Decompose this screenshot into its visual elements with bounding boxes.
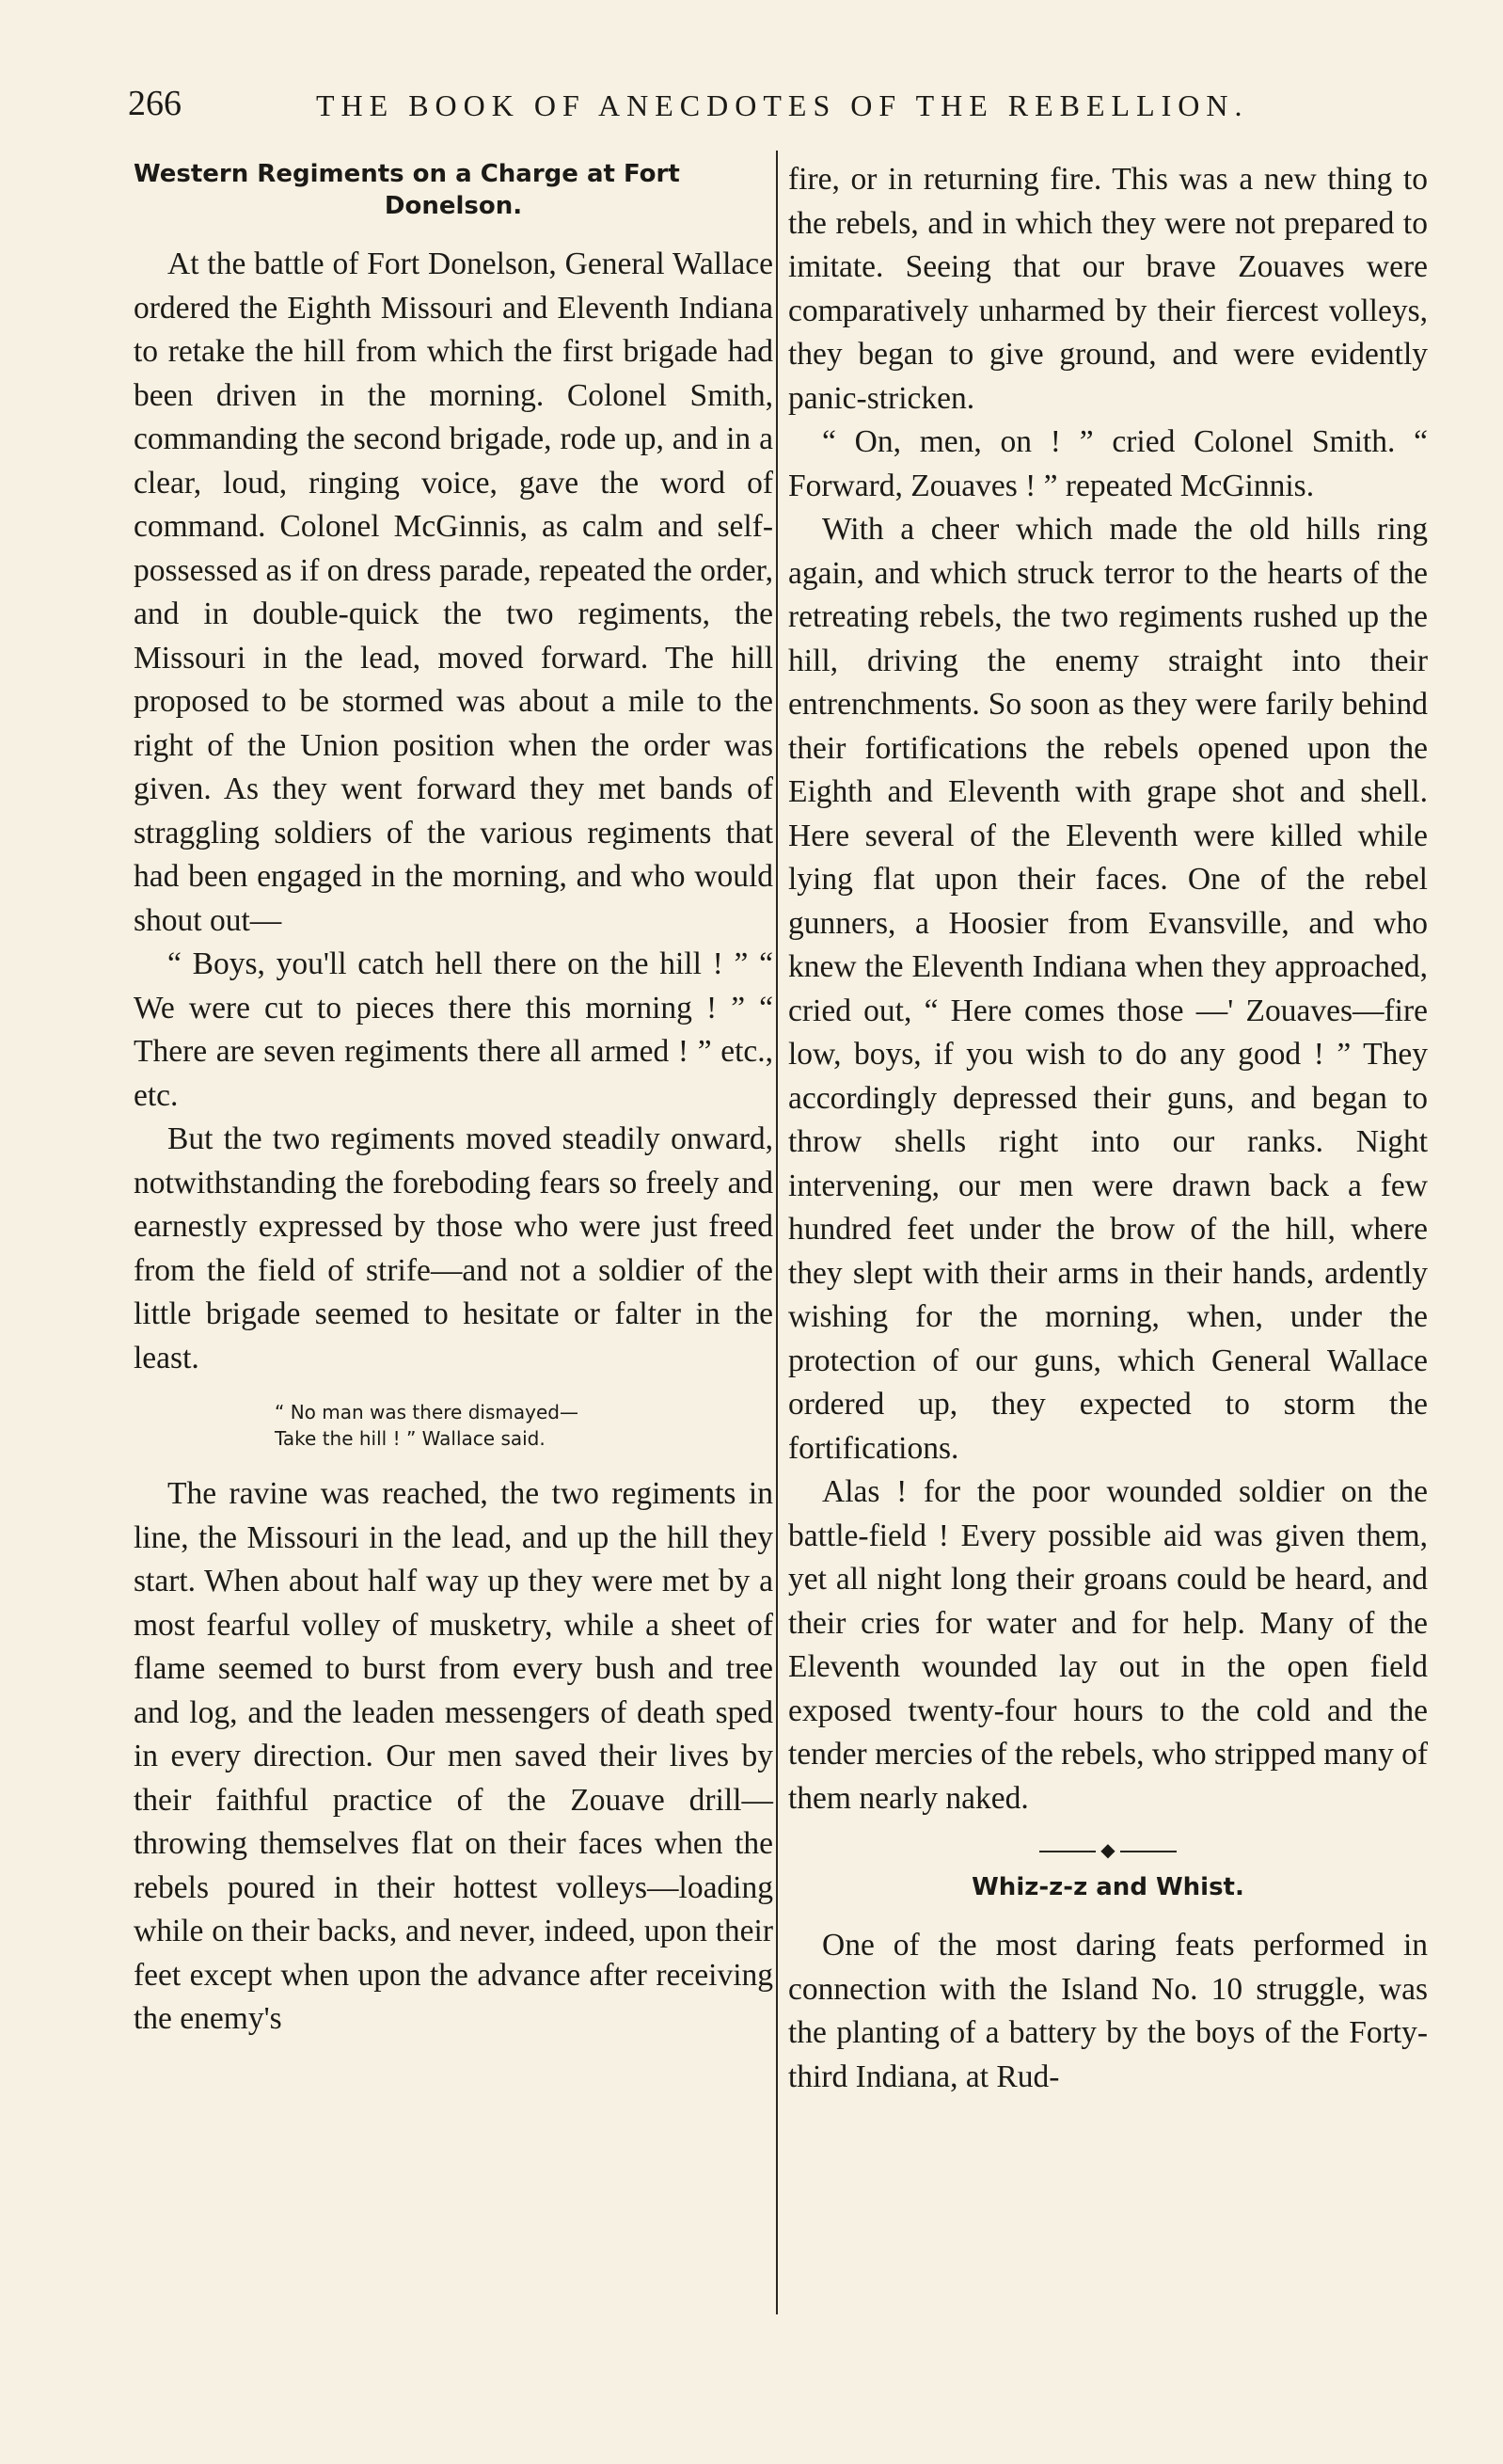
right-column [788, 158, 1428, 2099]
divider-line-left [1039, 1851, 1096, 1852]
divider-ornament: ◆ [1100, 1840, 1115, 1861]
left-column [134, 158, 773, 2042]
paragraph: “ Boys, you'll catch hell there on the hill ! ” “ We were cut to pieces there this morning ! ” “ There are seven regiments there all armed ! ” etc., etc. [134, 946, 773, 1113]
column-rule [776, 151, 778, 2314]
verse-quote [134, 1399, 773, 1452]
heading-line-2: Donelson. [384, 192, 523, 220]
paragraph-continued: fire, or in returning fire. This was a new thing to the rebels, and in which they were not prepared to imitate. Seeing that our brave Zouaves were comparatively unharmed by their fiercest volleys, they began to give ground, and were evidently panic-stricken. [788, 162, 1428, 416]
paragraph: At the battle of Fort Donelson, General Wallace ordered the Eighth Missouri and Eleventh Indiana to retake the hill from which the first brigade had been driven in the morning. Colonel Smith, commanding the second brigade, rode up, and in a clear, loud, ringing voice, gave the word of command. Colonel McGinnis, as calm and self-possessed as if on dress parade, repeated the order, and in double-quick the two regiments, the Missouri in the lead, moved forward. The hill proposed to be stormed was about a mile to the right of the Union position when the order was given. As they went forward they met bands of straggling soldiers of the various regiments that had been engaged in the morning, and who would shout out— [134, 246, 773, 938]
page-header [128, 83, 1275, 130]
verse-line-2: Take the hill ! ” Wallace said. [275, 1427, 546, 1450]
heading-line-1: Western Regiments on a Charge at Fort [134, 160, 680, 188]
divider-line-right [1120, 1851, 1177, 1852]
paragraph: With a cheer which made the old hills ring again, and which struck terror to the hearts of the retreating rebels, the two regiments rushed up the hill, driving the enemy straight into their entrenchments. So soon as they were farily behind their fortifications the rebels opened upon the Eighth and Eleventh with grape shot and shell. Here several of the Eleventh were killed while lying flat upon their faces. One of the rebel gunners, a Hoosier from Evansville, and who knew the Eleventh Indiana when they approached, cried out, “ Here comes those —' Zouaves—fire low, boys, if you wish to do any good ! ” They accordingly depressed their guns, and began to throw shells right into our ranks. Night intervening, our men were drawn back a few hundred feet under the brow of the hill, where they slept with their arms in their hands, ardently wishing for the morning, when, under the protection of our guns, which General Wallace ordered up, they expected to storm the fortifications. [788, 512, 1428, 1466]
page-number: 266 [128, 84, 182, 123]
running-title: THE BOOK OF ANECDOTES OF THE REBELLION. [316, 88, 1249, 122]
section-divider [788, 1839, 1428, 1862]
paragraph: Alas ! for the poor wounded soldier on the battle-field ! Every possible aid was given them, yet all night long their groans could be heard, and their cries for water and for help. Many of the Eleventh wounded lay out in the open field exposed twenty-four hours to the cold and the tender mercies of the rebels, who stripped many of them nearly naked. [788, 1474, 1429, 1816]
section-heading-fort-donelson [134, 158, 773, 222]
paragraph: But the two regiments moved steadily onward, notwithstanding the foreboding fears so freely and earnestly expressed by those who were just freed from the field of strife—and not a soldier of the little brigade seemed to hesitate or falter in the least. [134, 1121, 773, 1375]
paragraph: The ravine was reached, the two regiments in line, the Missouri in the lead, and up the hill they start. When about half way up they were met by a most fearful volley of musketry, while a sheet of flame seemed to burst from every bush and tree and log, and the leaden messengers of death sped in every direction. Our men saved their lives by their faithful practice of the Zouave drill—throwing themselves flat on their faces when the rebels poured in their hottest volleys—loading while on their backs, and never, indeed, upon their feet except when upon the advance after receiving the enemy's [134, 1476, 773, 2036]
verse-line-1: “ No man was there dismayed— [275, 1401, 578, 1423]
section-heading-whiz: Whiz-z-z and Whist. [972, 1873, 1244, 1901]
paragraph: One of the most daring feats performed in connection with the Island No. 10 struggle, was the planting of a battery by the boys of the Forty-third Indiana, at Rud- [788, 1928, 1428, 2094]
paragraph: “ On, men, on ! ” cried Colonel Smith. “ Forward, Zouaves ! ” repeated McGinnis. [788, 424, 1428, 503]
